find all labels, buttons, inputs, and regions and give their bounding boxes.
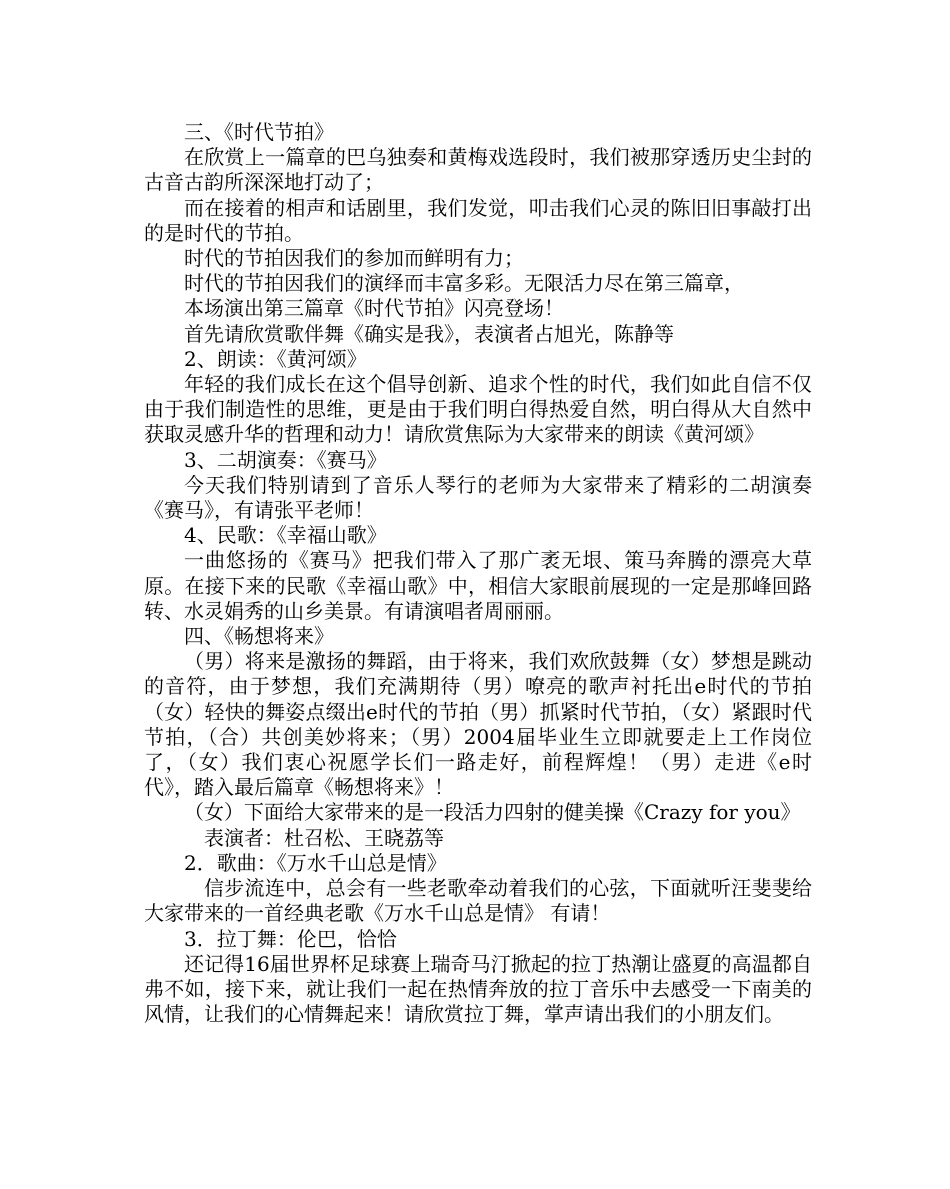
item-heading: 4、民歌：《幸福山歌》 <box>184 523 387 548</box>
paragraph: （男）将来是激扬的舞蹈，由于将来，我们欢欣鼓舞（女）梦想是跳动的音符，由于梦想，我们充满期待（男）嘹亮的歌声衬托出e时代的节拍（女）轻快的舞姿点缀出e时代的节拍（男）抓紧时代节拍，（女）紧跟时代节拍，（合）共创美妙将来；（男）2004届毕业生立即就要走上工作岗位了，（女）我们衷心祝愿学长们一路走好，前程辉煌！（男）走进《e时代》，踏入最后篇章《畅想将来》！ <box>144 649 812 800</box>
item-heading: 2、朗读：《黄河颂》 <box>184 346 367 371</box>
item-heading: 3．拉丁舞：伦巴，恰恰 <box>184 926 397 951</box>
item-heading: 2．歌曲：《万水千山总是情》 <box>184 850 447 875</box>
paragraph: 年轻的我们成长在这个倡导创新、追求个性的时代，我们如此自信不仅由于我们制造性的思维，更是由于我们明白得热爱自然，明白得从大自然中获取灵感升华的哲理和动力！请欣赏焦际为大家带来的朗读《黄河颂》 <box>144 372 812 447</box>
paragraph: （女）下面给大家带来的是一段活力四射的健美操《Crazy for you》 <box>184 800 801 825</box>
paragraph: 首先请欣赏歌伴舞《确实是我》，表演者占旭光，陈静等 <box>184 321 674 346</box>
paragraph: 本场演出第三篇章《时代节拍》闪亮登场！ <box>184 296 564 321</box>
paragraph: 今天我们特别请到了音乐人琴行的老师为大家带来了精彩的二胡演奏《赛马》，有请张平老师！ <box>144 472 812 523</box>
paragraph: 一曲悠扬的《赛马》把我们带入了那广袤无垠、策马奔腾的漂亮大草原。在接下来的民歌《幸福山歌》中，相信大家眼前展现的一定是那峰回路转、水灵娟秀的山乡美景。有请演唱者周丽丽。 <box>144 548 812 623</box>
item-heading: 3、二胡演奏：《赛马》 <box>184 447 387 472</box>
section-heading-3: 三、《时代节拍》 <box>184 120 334 144</box>
paragraph: 表演者：杜召松、王晓荔等 <box>204 825 444 850</box>
paragraph: 还记得16届世界杯足球赛上瑞奇马汀掀起的拉丁热潮让盛夏的高温都自弗不如，接下来，就让我们一起在热情奔放的拉丁音乐中去感受一下南美的风情，让我们的心情舞起来！请欣赏拉丁舞，掌声请出我们的小朋友们。 <box>144 951 812 1027</box>
paragraph: 而在接着的相声和话剧里，我们发觉，叩击我们心灵的陈旧旧事敲打出的是时代的节拍。 <box>144 195 812 245</box>
paragraph: 时代的节拍因我们的参加而鲜明有力； <box>184 246 524 271</box>
paragraph: 在欣赏上一篇章的巴乌独奏和黄梅戏选段时，我们被那穿透历史尘封的古音古韵所深深地打动了； <box>144 145 812 195</box>
section-heading-4: 四、《畅想将来》 <box>184 624 334 649</box>
paragraph: 信步流连中，总会有一些老歌牵动着我们的心弦，下面就听汪斐斐给大家带来的一首经典老歌《万水千山总是情》 有请！ <box>144 876 812 926</box>
document-body <box>144 120 812 1027</box>
paragraph: 时代的节拍因我们的演绎而丰富多彩。无限活力尽在第三篇章， <box>184 271 744 296</box>
